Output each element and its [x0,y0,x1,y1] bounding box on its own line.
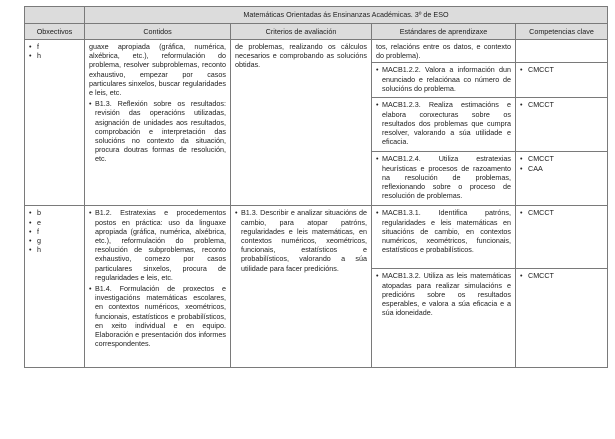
criterio-continuation: de problemas, realizando os cálculos necesarios e comprobando as solucións obtidas. [235,42,367,70]
header-competencias: Competencias clave [516,24,608,40]
competencia-item: • CAA [520,164,603,173]
competencia-item: • CMCCT [520,271,603,280]
estandar-cell-cont [372,40,516,63]
competencia-cell-131 [516,206,608,269]
header-criterios: Criterios de avaliación [231,24,372,40]
competencia-cell-132 [516,269,608,368]
obxectivos-cell-1 [25,40,85,206]
contido-continuation: guaxe apropiada (gráfica, numérica, alxébrica, etc.), reformulación do problema, resolver subproblemas, reconto exhaustivo, empezar por casos particulares sinxelos, buscar regularidades e leis, etc. [89,42,226,98]
estandar-cell-131 [372,206,516,269]
corner-cell [25,7,85,24]
curriculum-table [24,6,608,368]
header-obxectivos: Obxectivos [25,24,85,40]
obxectivo-item: • f [29,227,80,236]
estandar-132: • MACB1.3.2. Utiliza as leis matemáticas atopadas para realizar simulacións e predicións sobre os resultados esperables, e valora a súa eficacia e a súa idoneidade. [376,271,511,317]
competencia-item: • CMCCT [520,100,603,109]
estandar-cell-122 [372,63,516,98]
estandar-cell-132 [372,269,516,368]
competencia-item: • CMCCT [520,65,603,74]
obxectivo-item: • h [29,245,80,254]
obxectivo-item: • e [29,218,80,227]
criterios-cell-1 [231,40,372,206]
criterios-cell-2 [231,206,372,368]
obxectivo-item: • h [29,51,80,60]
competencia-cell-124 [516,152,608,206]
obxectivo-item: • b [29,208,80,217]
obxectivo-item: • f [29,42,80,51]
table-title: Matemáticas Orientadas ás Ensinanzas Académicas. 3º de ESO [85,7,608,24]
contido-b12: • B1.2. Estratexias e procedementos postos en práctica: uso da linguaxe apropiada (gráfica, numérica, alxébrica, etc.), reformulación do problema, resolución de subproblemas, reconto exhaustivo, comezo por casos particulares sinxelos, procura de regularidades e leis, etc. [89,208,226,282]
header-contidos: Contidos [85,24,231,40]
competencia-cell-123 [516,98,608,152]
estandar-cell-124 [372,152,516,206]
estandar-123: • MACB1.2.3. Realiza estimacións e elabora conxecturas sobre os resultados dos problemas que cumpra resolver, valorando a súa utilidade e eficacia. [376,100,511,146]
contidos-cell-1 [85,40,231,206]
estandar-124: • MACB1.2.4. Utiliza estratexias heurísticas e procesos de razoamento na resolución de problemas, reflexionando sobre o proceso de resolución de problemas. [376,154,511,200]
competencia-item: • CMCCT [520,208,603,217]
competencia-cell-122 [516,63,608,98]
contidos-cell-2 [85,206,231,368]
competencia-cell-cont [516,40,608,63]
estandar-122: • MACB1.2.2. Valora a información dun enunciado e relaciónaa co número de solucións do problema. [376,65,511,93]
competencia-item: • CMCCT [520,154,603,163]
estandar-cell-123 [372,98,516,152]
header-estandares: Estándares de aprendizaxe [372,24,516,40]
contido-b14: • B1.4. Formulación de proxectos e investigacións matemáticas escolares, en contextos numéricos, xeométricos, funcionais, estatísticos e probabilísticos, en xeito individual e en equipo. Elaboración e presentación dos informes correspondentes. [89,284,226,348]
estandar-continuation: tos, relacións entre os datos, e contexto do problema). [376,42,511,61]
obxectivo-item: • g [29,236,80,245]
criterio-b13: • B1.3. Describir e analizar situacións de cambio, para atopar patróns, regularidades e leis matemáticas, en contextos numéricos, xeométricos, funcionais, estatísticos e probabilísticos, valorando a súa utilidade para facer predicións. [235,208,367,272]
obxectivos-cell-2 [25,206,85,368]
estandar-131: • MACB1.3.1. Identifica patróns, regularidades e leis matemáticas en situacións de cambio, en contextos numéricos, xeométricos, funcionais, estatísticos e probabilísticos. [376,208,511,254]
contido-b13: • B1.3. Reflexión sobre os resultados: revisión das operacións utilizadas, asignación de unidades aos resultados, comprobación e interpretación das solucións no contexto da situación, procura doutras formas de resolución, etc. [89,99,226,163]
